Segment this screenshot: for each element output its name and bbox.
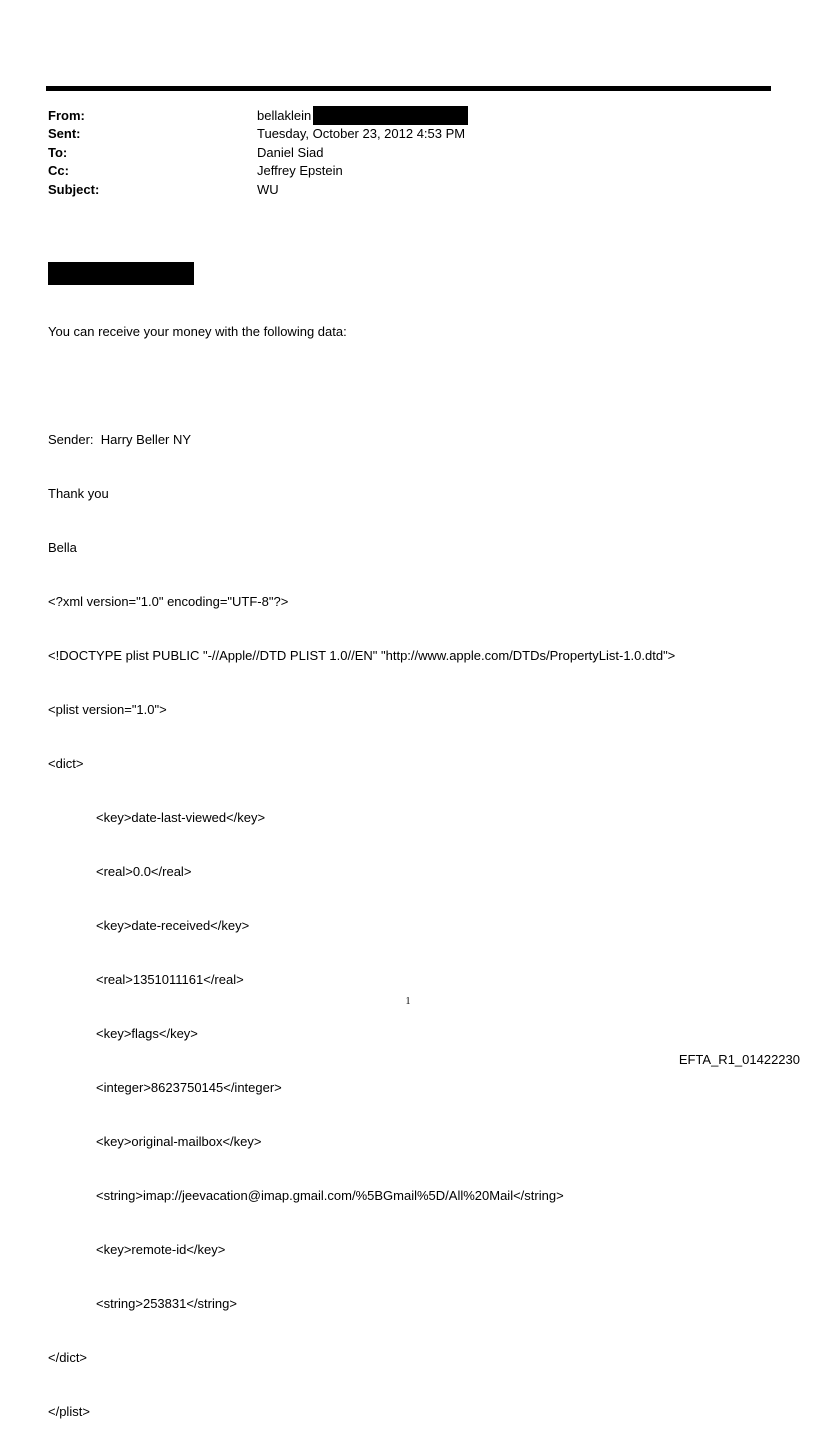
page-number: 1 [405,996,411,1007]
body-line: <plist version="1.0"> [48,702,167,717]
subject-value: WU [257,181,279,197]
header-row-to [48,144,468,162]
body-line: Sender: Harry Beller NY [48,432,192,447]
body-line: Bella [48,540,77,555]
plist-line: <real>1351011161</real> [96,972,244,987]
plist-line: <key>original-mailbox</key> [96,1134,262,1149]
plist-line: <key>date-received</key> [96,918,250,933]
plist-line: <key>flags</key> [96,1026,198,1041]
header-row-subject [48,181,468,199]
from-value [257,107,468,125]
header-row-sent [48,125,468,143]
header-row-cc [48,162,468,180]
body-line: <?xml version="1.0" encoding="UTF-8"?> [48,594,289,609]
bates-number: EFTA_R1_01422230 [678,1052,800,1067]
subject-label: Subject: [48,181,100,197]
sent-label: Sent: [48,126,81,142]
plist-line: <key>remote-id</key> [96,1242,226,1257]
to-label: To: [48,144,68,160]
plist-line: <string>imap://jeevacation@imap.gmail.com/%5BGmail%5D/All%20Mail</string> [96,1188,564,1203]
cc-label: Cc: [48,163,69,179]
sent-value: Tuesday, October 23, 2012 4:53 PM [257,126,466,142]
header-rule [46,86,771,91]
from-label: From: [48,108,85,123]
redaction-bar [313,106,468,125]
plist-line: <real>0.0</real> [96,864,192,879]
email-header [48,107,468,199]
email-body [48,233,675,1439]
to-value: Daniel Siad [257,144,324,160]
header-row-from [48,107,468,125]
body-line: You can receive your money with the following data: [48,324,347,339]
from-address: bellaklein [257,108,312,123]
cc-value: Jeffrey Epstein [257,163,343,179]
body-line: </plist> [48,1404,90,1419]
plist-line: <key>date-last-viewed</key> [96,810,266,825]
body-line [48,377,675,395]
body-line: Thank you [48,486,109,501]
body-line: <dict> [48,756,84,771]
plist-line: <integer>8623750145</integer> [96,1080,282,1095]
plist-line: <string>253831</string> [96,1296,237,1311]
body-line: </dict> [48,1350,88,1365]
redaction-bar [48,262,194,285]
body-line: <!DOCTYPE plist PUBLIC "-//Apple//DTD PLIST 1.0//EN" "http://www.apple.com/DTDs/PropertyList-1.0.dtd"> [48,648,676,663]
